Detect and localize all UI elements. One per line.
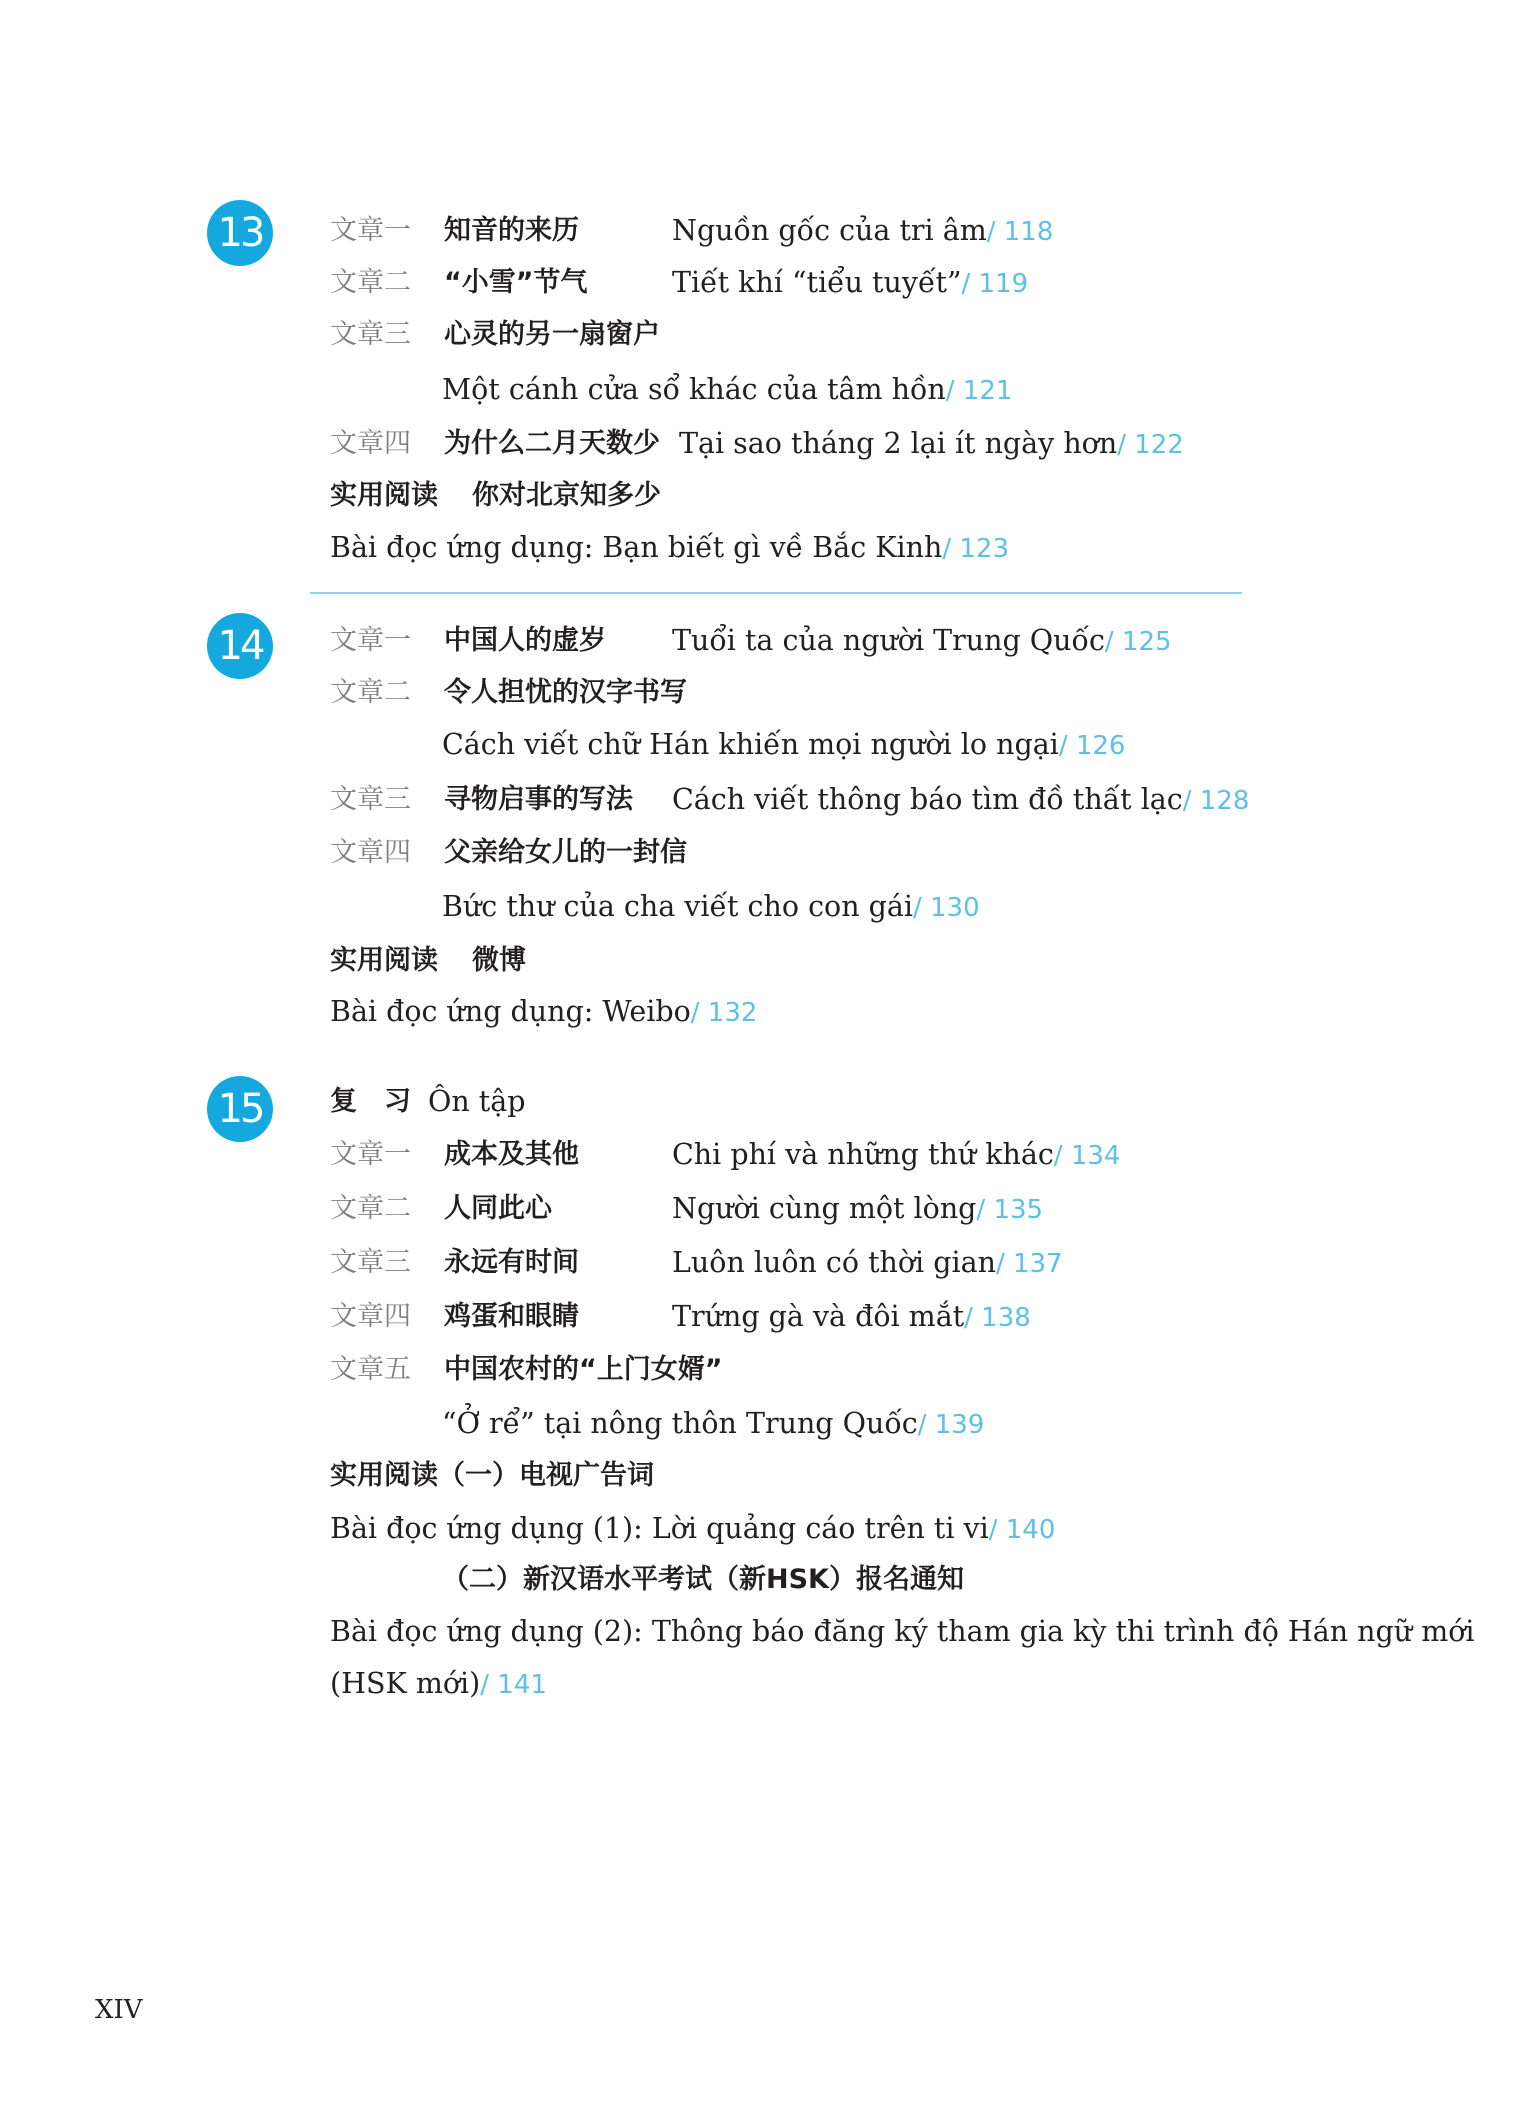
page-ref: / 122 <box>1117 430 1184 460</box>
unit-13-entry-1-vn: Nguồn gốc của tri âm/ 118 <box>672 214 1054 247</box>
page-number: XIV <box>95 1995 143 2025</box>
page-ref: / 128 <box>1182 786 1250 816</box>
page-ref: / 121 <box>945 376 1013 406</box>
page-ref: / 132 <box>690 998 758 1028</box>
page-ref: / 130 <box>912 893 980 923</box>
page-ref: / 123 <box>942 534 1010 564</box>
page-ref: / 119 <box>961 269 1029 299</box>
page-ref: / 125 <box>1104 627 1172 657</box>
page-ref: / 137 <box>995 1249 1063 1279</box>
unit-13-entry-2-vn: Tiết khí “tiểu tuyết”/ 119 <box>672 266 1029 299</box>
page-ref: / 135 <box>976 1195 1044 1225</box>
page-ref: / 118 <box>986 217 1054 247</box>
page-ref: / 134 <box>1053 1141 1121 1171</box>
page-ref: / 140 <box>988 1515 1056 1545</box>
unit-15-badge: 15 <box>207 1076 273 1142</box>
unit-13-badge: 13 <box>207 200 273 266</box>
unit-14-badge: 14 <box>207 613 273 679</box>
page-ref: / 126 <box>1058 731 1126 761</box>
page-ref: / 139 <box>917 1410 985 1440</box>
toc-page: 13 文章一 知音的来历 Nguồn gốc của tri âm/ 118 文章二 “小雪”节气 Tiết khí “tiểu tuyết”/ 119 文章三 心灵的另一扇窗户 Một cánh cửa sổ khác của tâm hồn/ 121 文章四 为什么二月天数少 Tại sao tháng 2 lại ít ngày hơn/ 122 实用阅读 你对北京知多少 Bài đọc ứng dụng: Bạn biết gì về Bắc Kinh/ 123 14 文章一 中国人的虚岁 Tuổi ta của người Trung Quốc/ 125 文章二 令人担忧的汉字书写 Cách viết chữ Hán khiến mọi người lo ngại/ 126 文章三 寻物启事的写法 Cách viết thông báo tìm đồ thất lạc/ 128 文章四 父亲给女儿的一封信 Bức thư của cha viết cho con gái/ 130 实用阅读 微博 Bài đọc ứng dụng: Weibo/ 132 15 复 习 Ôn tập 文章一 成本及其他 Chi phí và những thứ khác/ 134 文章二 人同此心 Người cùng một lòng/ 135 文章三 永远有时间 Luôn luôn có thời gian/ 137 文章四 鸡蛋和眼睛 Trứng gà và đôi mắt/ 138 文章五 中国农村的“上门女婿” “Ở rể” tại nông thôn Trung Quốc/ 139 实用阅读（一）电视广告词 Bài đọc ứng dụng (1): Lời quảng cáo trên ti vi/ 140 （二）新汉语水平考试（新HSK）报名通知 Bài đọc ứng dụng (2): Thông báo đăng ký tham gia kỳ thi trình độ Hán ngữ mới (HSK mới)/ 141 XIV <box>0 0 1528 2119</box>
page-ref: / 141 <box>480 1670 547 1700</box>
section-divider <box>310 592 1242 594</box>
page-ref: / 138 <box>964 1303 1031 1333</box>
